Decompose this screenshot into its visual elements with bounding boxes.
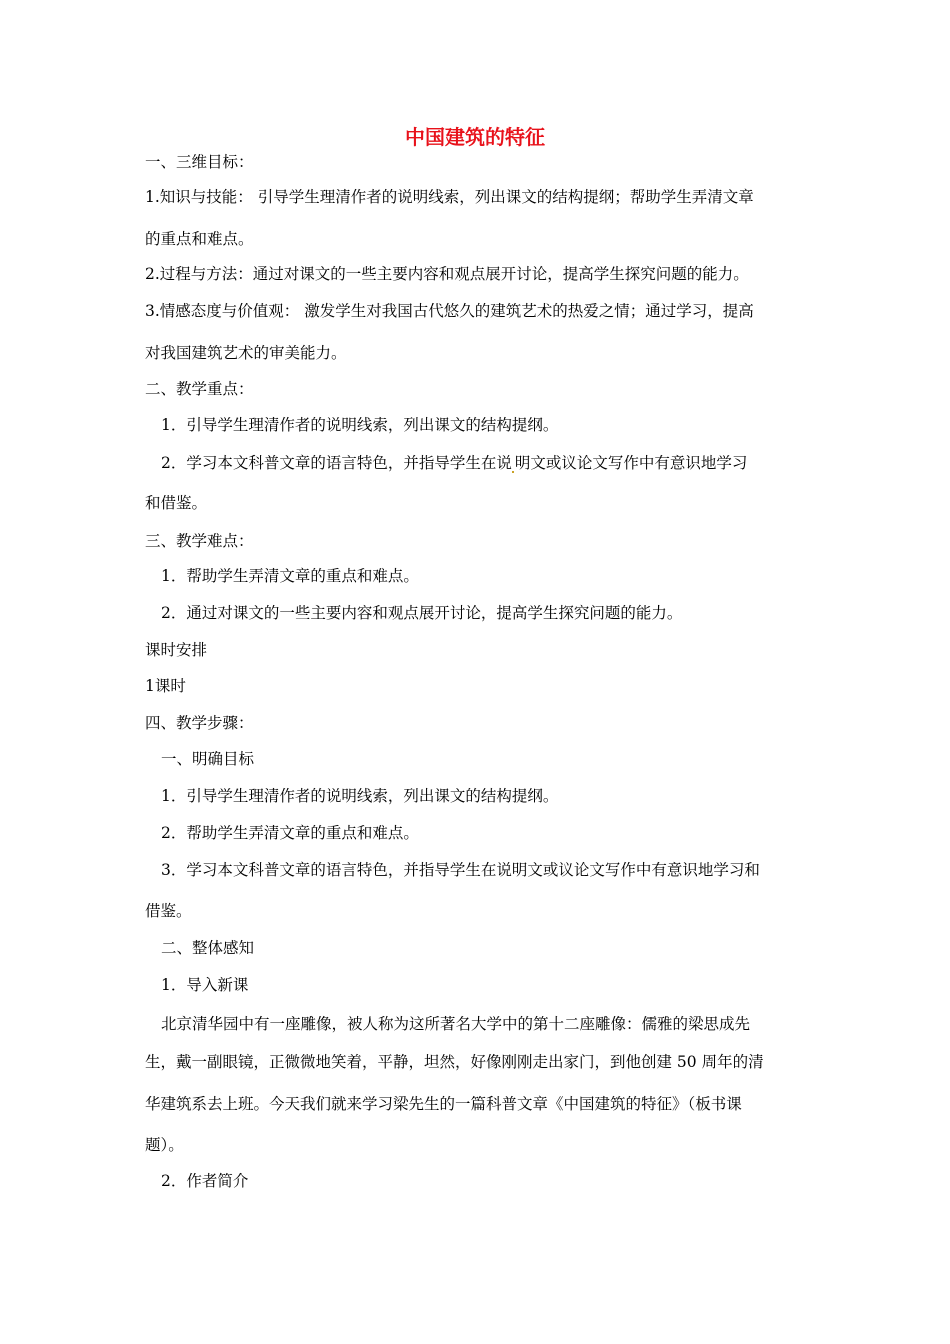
paragraph-line: 1.知识与技能： 引导学生理清作者的说明线索，列出课文的结构提纲；帮助学生弄清文章: [145, 188, 754, 206]
subheading: 二、整体感知: [161, 939, 255, 957]
paragraph-line: 借鉴。: [145, 902, 192, 920]
subheading: 一、明确目标: [161, 750, 255, 768]
paragraph-line: 题）。: [145, 1136, 184, 1154]
paragraph-line: 的重点和难点。: [145, 230, 254, 248]
document-title: 中国建筑的特征: [405, 125, 545, 149]
paragraph-line: 华建筑系去上班。今天我们就来学习梁先生的一篇科普文章《中国建筑的特征》（板书课: [145, 1095, 742, 1113]
list-item: [161, 452, 747, 474]
section-heading-steps: 四、教学步骤：: [145, 714, 254, 732]
section-heading-key-points: 二、教学重点：: [145, 380, 254, 398]
paragraph-line: 对我国建筑艺术的审美能力。: [145, 344, 347, 362]
paragraph-line: 生，戴一副眼镜，正微微地笑着，平静，坦然，好像刚刚走出家门，到他创建 50 周年的清: [145, 1053, 764, 1071]
list-item-text: 2．学习本文科普文章的语言特色，并指导学生在说: [161, 454, 512, 472]
list-item: 3．学习本文科普文章的语言特色，并指导学生在说明文或议论文写作中有意识地学习和: [161, 861, 760, 879]
list-item: 1．引导学生理清作者的说明线索，列出课文的结构提纲。: [161, 416, 559, 434]
list-item: 1．帮助学生弄清文章的重点和难点。: [161, 567, 419, 585]
paragraph-line: 和借鉴。: [145, 494, 208, 512]
section-heading-difficulties: 三、教学难点：: [145, 532, 254, 550]
paragraph-line: 2.过程与方法：通过对课文的一些主要内容和观点展开讨论，提高学生探究问题的能力。: [145, 265, 749, 283]
paragraph-line: 北京清华园中有一座雕像，被人称为这所著名大学中的第十二座雕像：儒雅的梁思成先: [161, 1015, 751, 1033]
list-item: 2．作者简介: [161, 1172, 249, 1190]
section-heading-objectives: 一、三维目标：: [145, 153, 254, 171]
list-item: 2．帮助学生弄清文章的重点和难点。: [161, 824, 419, 842]
paragraph-line: 1课时: [145, 677, 186, 695]
marker-dot: [512, 471, 514, 473]
section-heading-schedule: 课时安排: [145, 641, 208, 659]
list-item: 2．通过对课文的一些主要内容和观点展开讨论，提高学生探究问题的能力。: [161, 604, 683, 622]
list-item: 1．导入新课: [161, 976, 249, 994]
list-item: 1．引导学生理清作者的说明线索，列出课文的结构提纲。: [161, 787, 559, 805]
paragraph-line: 3.情感态度与价值观： 激发学生对我国古代悠久的建筑艺术的热爱之情；通过学习，提高: [145, 302, 754, 320]
list-item-text: 明文或议论文写作中有意识地学习: [514, 454, 748, 472]
